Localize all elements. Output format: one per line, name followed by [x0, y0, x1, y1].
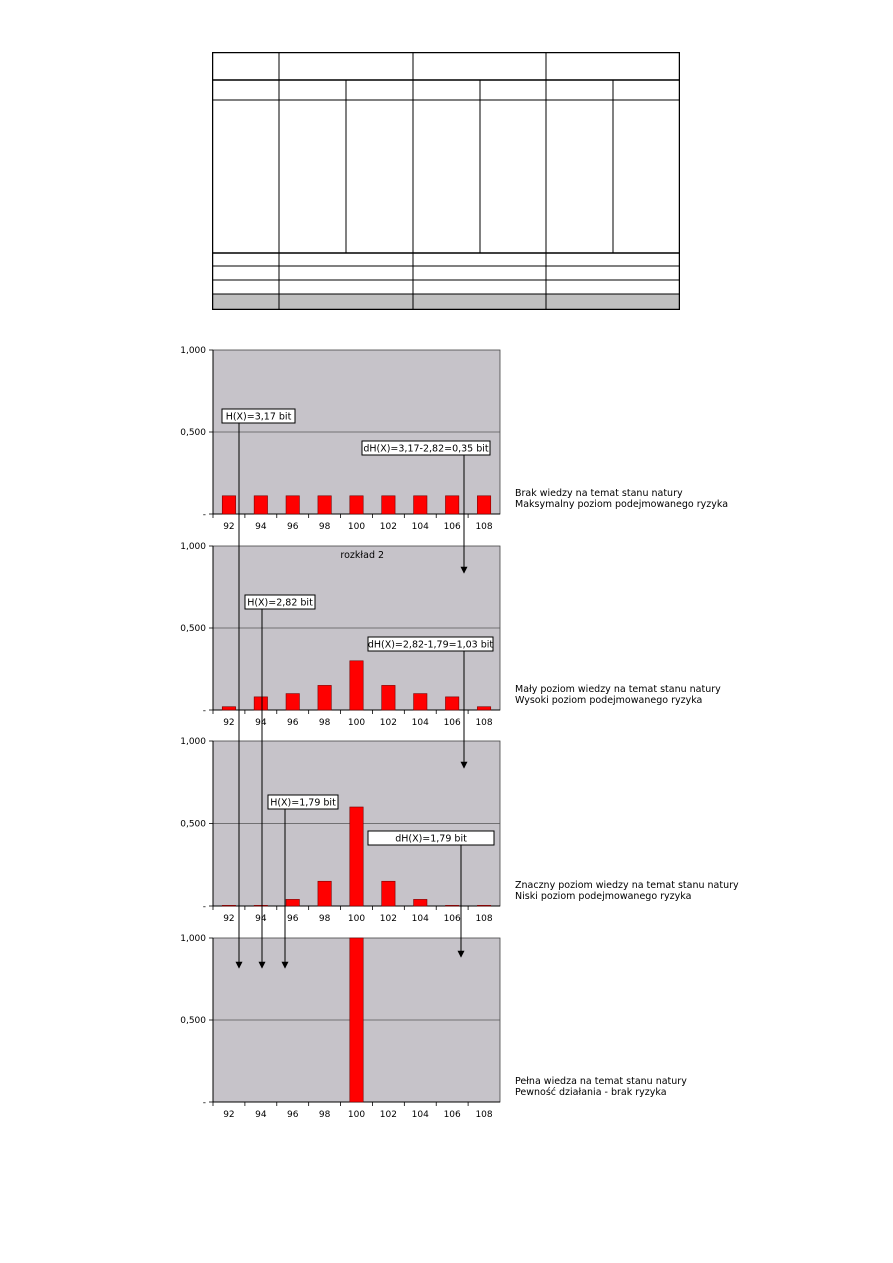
bar [350, 661, 363, 710]
annotation-label: dH(X)=2,82-1,79=1,03 bit [367, 639, 494, 651]
annotation-label: H(X)=1,79 bit [270, 797, 336, 809]
x-tick-label: 94 [255, 914, 267, 924]
x-tick-label: 94 [255, 522, 267, 532]
x-tick-label: 106 [443, 914, 461, 924]
bar [414, 899, 427, 906]
x-tick-label: 98 [318, 1110, 331, 1120]
bar [382, 685, 395, 710]
x-tick-label: 96 [286, 1110, 299, 1120]
x-tick-label: 96 [286, 718, 299, 728]
y-tick-label: 0,500 [180, 819, 206, 830]
y-tick-label: 1,000 [180, 934, 206, 944]
bar [286, 899, 299, 906]
x-tick-label: 102 [379, 718, 397, 728]
x-tick-label: 92 [223, 914, 235, 924]
chart-note: Niski poziom podejmowanego ryzyka [515, 891, 692, 902]
bar [286, 694, 299, 710]
bar [382, 496, 395, 514]
y-tick-label: - [202, 510, 206, 520]
y-tick-label: 1,000 [180, 346, 206, 356]
x-tick-label: 92 [223, 522, 235, 532]
bar [222, 707, 235, 710]
chart-note: Brak wiedzy na temat stanu natury [515, 488, 683, 499]
x-tick-label: 94 [255, 718, 267, 728]
chart-note: Znaczny poziom wiedzy na temat stanu natury [515, 880, 739, 891]
chart-note: Wysoki poziom podejmowanego ryzyka [515, 695, 703, 706]
x-tick-label: 94 [255, 1110, 267, 1120]
bar [254, 697, 267, 710]
bar [414, 496, 427, 514]
y-tick-label: - [202, 706, 206, 716]
chart-note: Pewność działania - brak ryzyka [515, 1087, 667, 1098]
chart-title: rozkład 2 [340, 550, 385, 561]
bar [350, 938, 363, 1102]
annotation-label: dH(X)=3,17-2,82=0,35 bit [363, 443, 489, 455]
y-tick-label: 0,500 [180, 428, 206, 438]
x-tick-label: 92 [223, 1110, 235, 1120]
x-tick-label: 104 [411, 522, 429, 532]
x-tick-label: 106 [443, 718, 461, 728]
y-tick-label: - [202, 1098, 206, 1108]
x-tick-label: 106 [443, 522, 461, 532]
y-tick-label: 1,000 [180, 737, 206, 747]
x-tick-label: 102 [379, 522, 397, 532]
x-tick-label: 100 [347, 914, 366, 924]
x-tick-label: 106 [443, 1110, 461, 1120]
bar [318, 881, 331, 906]
x-tick-label: 104 [411, 718, 429, 728]
bar [382, 881, 395, 906]
y-tick-label: - [202, 902, 206, 912]
x-tick-label: 104 [411, 914, 429, 924]
annotation-label: H(X)=3,17 bit [225, 411, 292, 423]
x-tick-label: 96 [286, 914, 299, 924]
bar [477, 496, 490, 514]
x-tick-label: 104 [411, 1110, 429, 1120]
bar [254, 905, 267, 906]
annotation-label: H(X)=2,82 bit [247, 597, 313, 609]
x-tick-label: 92 [223, 718, 235, 728]
chart-note: Pełna wiedza na temat stanu natury [515, 1076, 687, 1087]
bar [414, 694, 427, 710]
x-tick-label: 96 [286, 522, 299, 532]
chart-note: Maksymalny poziom podejmowanego ryzyka [515, 499, 729, 510]
y-tick-label: 0,500 [180, 1016, 206, 1026]
x-tick-label: 108 [475, 1110, 493, 1120]
bar [445, 697, 458, 710]
bar [318, 685, 331, 710]
x-tick-label: 108 [475, 914, 493, 924]
y-tick-label: 0,500 [180, 624, 206, 634]
x-tick-label: 102 [379, 1110, 397, 1120]
chart-note: Mały poziom wiedzy na temat stanu natury [515, 684, 721, 695]
x-tick-label: 98 [318, 718, 331, 728]
x-tick-label: 98 [318, 522, 331, 532]
bar [222, 496, 235, 514]
bar [222, 905, 235, 906]
y-tick-label: 1,000 [180, 542, 206, 552]
bar [350, 807, 363, 906]
annotation-label: dH(X)=1,79 bit [395, 833, 467, 845]
x-tick-label: 102 [379, 914, 397, 924]
bar [350, 496, 363, 514]
bar [477, 905, 490, 906]
x-tick-label: 108 [475, 718, 493, 728]
x-tick-label: 100 [347, 718, 366, 728]
bar [286, 496, 299, 514]
bar [477, 707, 490, 710]
bar [445, 905, 458, 906]
bar [318, 496, 331, 514]
bar [254, 496, 267, 514]
bar [445, 496, 458, 514]
x-tick-label: 100 [347, 522, 366, 532]
x-tick-label: 100 [347, 1110, 366, 1120]
x-tick-label: 108 [475, 522, 493, 532]
x-tick-label: 98 [318, 914, 331, 924]
